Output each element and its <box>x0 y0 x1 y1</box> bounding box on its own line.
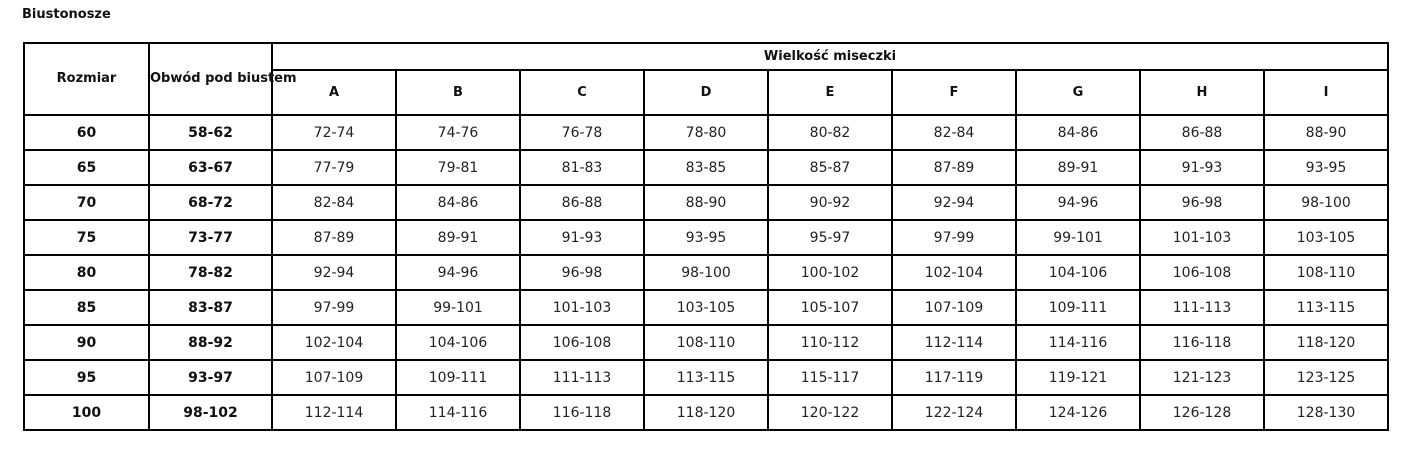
underbust-column-header: Obwód pod biustem <box>149 43 272 115</box>
bust-range-cell: 102-104 <box>272 325 396 360</box>
table-row <box>24 290 1388 325</box>
bust-range-cell: 114-116 <box>1016 325 1140 360</box>
table-row <box>24 360 1388 395</box>
bust-range-cell: 100-102 <box>768 255 892 290</box>
cup-header-c: C <box>520 70 644 115</box>
cup-header-f: F <box>892 70 1016 115</box>
cup-header-d: D <box>644 70 768 115</box>
bust-range-cell: 110-112 <box>768 325 892 360</box>
bust-range-cell: 117-119 <box>892 360 1016 395</box>
table-row <box>24 185 1388 220</box>
size-column-header: Rozmiar <box>24 43 149 115</box>
bust-range-cell: 118-120 <box>1264 325 1388 360</box>
size-cell: 75 <box>24 220 149 255</box>
underbust-cell: 63-67 <box>149 150 272 185</box>
bust-range-cell: 104-106 <box>396 325 520 360</box>
cup-header-a: A <box>272 70 396 115</box>
bust-range-cell: 84-86 <box>396 185 520 220</box>
table-row <box>24 220 1388 255</box>
underbust-cell: 98-102 <box>149 395 272 430</box>
bust-range-cell: 90-92 <box>768 185 892 220</box>
bust-range-cell: 81-83 <box>520 150 644 185</box>
underbust-cell: 73-77 <box>149 220 272 255</box>
table-row <box>24 115 1388 150</box>
underbust-cell: 83-87 <box>149 290 272 325</box>
bust-range-cell: 124-126 <box>1016 395 1140 430</box>
bust-range-cell: 80-82 <box>768 115 892 150</box>
bust-range-cell: 72-74 <box>272 115 396 150</box>
bust-range-cell: 87-89 <box>892 150 1016 185</box>
bust-range-cell: 108-110 <box>644 325 768 360</box>
underbust-cell: 93-97 <box>149 360 272 395</box>
bust-range-cell: 97-99 <box>892 220 1016 255</box>
bust-range-cell: 82-84 <box>272 185 396 220</box>
size-cell: 70 <box>24 185 149 220</box>
bust-range-cell: 119-121 <box>1016 360 1140 395</box>
bust-range-cell: 126-128 <box>1140 395 1264 430</box>
bust-range-cell: 76-78 <box>520 115 644 150</box>
bust-range-cell: 79-81 <box>396 150 520 185</box>
cup-header-i: I <box>1264 70 1388 115</box>
bust-range-cell: 107-109 <box>892 290 1016 325</box>
bust-range-cell: 98-100 <box>644 255 768 290</box>
bust-range-cell: 96-98 <box>520 255 644 290</box>
bust-range-cell: 89-91 <box>396 220 520 255</box>
bust-range-cell: 78-80 <box>644 115 768 150</box>
bust-range-cell: 108-110 <box>1264 255 1388 290</box>
bust-range-cell: 92-94 <box>892 185 1016 220</box>
header-row-group <box>24 43 1388 70</box>
bust-range-cell: 86-88 <box>1140 115 1264 150</box>
bust-range-cell: 113-115 <box>644 360 768 395</box>
bust-range-cell: 95-97 <box>768 220 892 255</box>
bust-range-cell: 99-101 <box>1016 220 1140 255</box>
size-chart-table <box>23 42 1389 431</box>
bust-range-cell: 107-109 <box>272 360 396 395</box>
bust-range-cell: 103-105 <box>1264 220 1388 255</box>
bust-range-cell: 109-111 <box>396 360 520 395</box>
bust-range-cell: 93-95 <box>1264 150 1388 185</box>
bust-range-cell: 104-106 <box>1016 255 1140 290</box>
bust-range-cell: 91-93 <box>1140 150 1264 185</box>
bust-range-cell: 93-95 <box>644 220 768 255</box>
bust-range-cell: 105-107 <box>768 290 892 325</box>
cup-header-h: H <box>1140 70 1264 115</box>
bust-range-cell: 111-113 <box>1140 290 1264 325</box>
bust-range-cell: 120-122 <box>768 395 892 430</box>
bust-range-cell: 109-111 <box>1016 290 1140 325</box>
bust-range-cell: 128-130 <box>1264 395 1388 430</box>
bust-range-cell: 92-94 <box>272 255 396 290</box>
bust-range-cell: 85-87 <box>768 150 892 185</box>
underbust-cell: 78-82 <box>149 255 272 290</box>
bust-range-cell: 106-108 <box>520 325 644 360</box>
bust-range-cell: 83-85 <box>644 150 768 185</box>
bust-range-cell: 118-120 <box>644 395 768 430</box>
underbust-cell: 58-62 <box>149 115 272 150</box>
bust-range-cell: 89-91 <box>1016 150 1140 185</box>
size-cell: 90 <box>24 325 149 360</box>
bust-range-cell: 112-114 <box>272 395 396 430</box>
bust-range-cell: 94-96 <box>1016 185 1140 220</box>
cup-size-group-header: Wielkość miseczki <box>272 43 1388 70</box>
bust-range-cell: 114-116 <box>396 395 520 430</box>
table-row <box>24 395 1388 430</box>
bust-range-cell: 84-86 <box>1016 115 1140 150</box>
bust-range-cell: 116-118 <box>1140 325 1264 360</box>
cup-header-e: E <box>768 70 892 115</box>
bust-range-cell: 98-100 <box>1264 185 1388 220</box>
table-body <box>24 115 1388 430</box>
underbust-cell: 88-92 <box>149 325 272 360</box>
bust-range-cell: 121-123 <box>1140 360 1264 395</box>
bust-range-cell: 91-93 <box>520 220 644 255</box>
size-cell: 60 <box>24 115 149 150</box>
bust-range-cell: 77-79 <box>272 150 396 185</box>
table-row <box>24 255 1388 290</box>
bust-range-cell: 122-124 <box>892 395 1016 430</box>
bust-range-cell: 97-99 <box>272 290 396 325</box>
bust-range-cell: 102-104 <box>892 255 1016 290</box>
bust-range-cell: 113-115 <box>1264 290 1388 325</box>
table-row <box>24 325 1388 360</box>
bust-range-cell: 101-103 <box>1140 220 1264 255</box>
bust-range-cell: 115-117 <box>768 360 892 395</box>
page-title: Biustonosze <box>22 7 111 22</box>
bust-range-cell: 99-101 <box>396 290 520 325</box>
bust-range-cell: 123-125 <box>1264 360 1388 395</box>
table-row <box>24 150 1388 185</box>
size-cell: 65 <box>24 150 149 185</box>
bust-range-cell: 111-113 <box>520 360 644 395</box>
bust-range-cell: 88-90 <box>644 185 768 220</box>
bust-range-cell: 103-105 <box>644 290 768 325</box>
underbust-cell: 68-72 <box>149 185 272 220</box>
cup-header-b: B <box>396 70 520 115</box>
bust-range-cell: 74-76 <box>396 115 520 150</box>
size-cell: 100 <box>24 395 149 430</box>
size-cell: 85 <box>24 290 149 325</box>
bust-range-cell: 101-103 <box>520 290 644 325</box>
size-cell: 80 <box>24 255 149 290</box>
bust-range-cell: 82-84 <box>892 115 1016 150</box>
bust-range-cell: 87-89 <box>272 220 396 255</box>
bust-range-cell: 106-108 <box>1140 255 1264 290</box>
bust-range-cell: 96-98 <box>1140 185 1264 220</box>
bust-range-cell: 94-96 <box>396 255 520 290</box>
cup-header-g: G <box>1016 70 1140 115</box>
size-cell: 95 <box>24 360 149 395</box>
bust-range-cell: 112-114 <box>892 325 1016 360</box>
bust-range-cell: 86-88 <box>520 185 644 220</box>
bust-range-cell: 88-90 <box>1264 115 1388 150</box>
bust-range-cell: 116-118 <box>520 395 644 430</box>
